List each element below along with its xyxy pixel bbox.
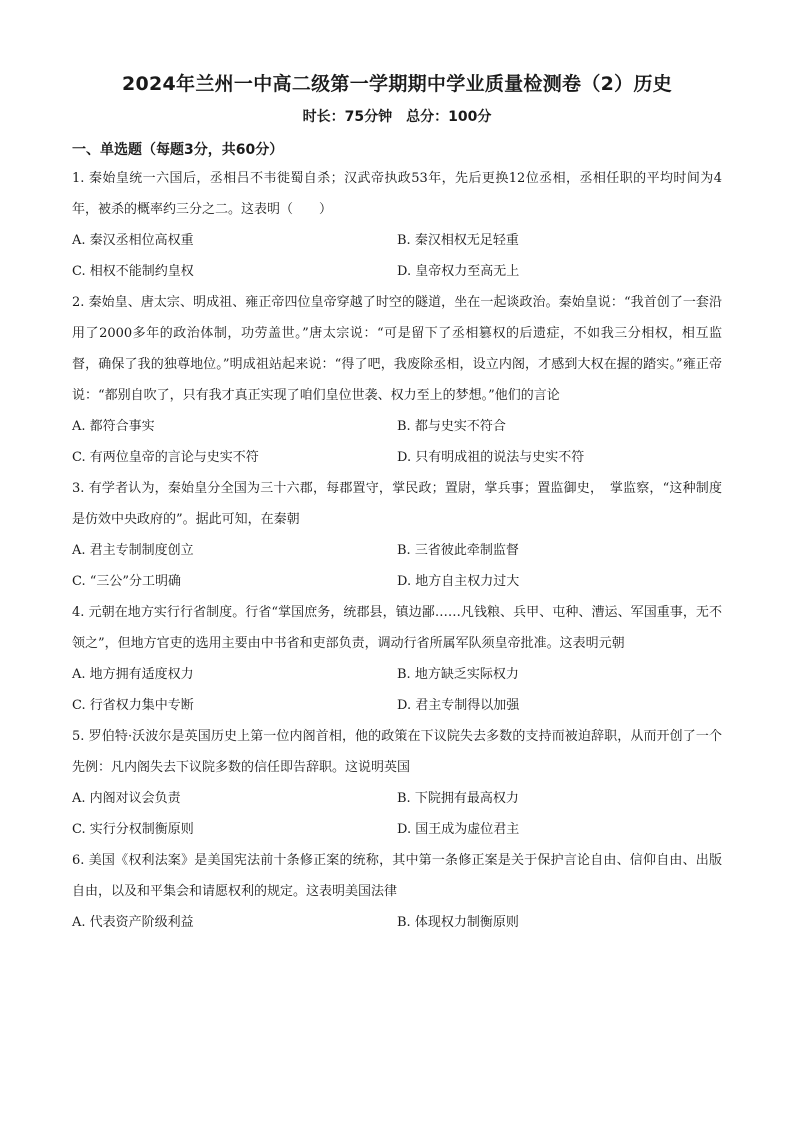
option-b: B. 都与史实不符合 <box>397 419 506 434</box>
option-d: D. 只有明成祖的说法与史实不符 <box>397 450 585 465</box>
option-group <box>72 225 722 287</box>
question-6 <box>72 845 722 938</box>
option-group <box>72 535 722 597</box>
option-group <box>72 659 722 721</box>
option-b: B. 三省彼此牵制监督 <box>397 543 519 558</box>
option-d: D. 皇帝权力至高无上 <box>397 264 520 279</box>
option-b: B. 地方缺乏实际权力 <box>397 667 519 682</box>
question-3 <box>72 473 722 597</box>
option-a: A. 君主专制制度创立 <box>72 543 194 558</box>
option-c: C. 有两位皇帝的言论与史实不符 <box>72 450 259 465</box>
question-stem: 1. 秦始皇统一六国后，丞相吕不韦徙蜀自杀；汉武帝执政53年，先后更换12位丞相，丞相任职的平均时间为4年，被杀的概率约三分之二。这表明（ ） <box>72 171 722 217</box>
option-b: B. 下院拥有最高权力 <box>397 791 519 806</box>
option-c: C. 相权不能制约皇权 <box>72 264 194 279</box>
option-d: D. 地方自主权力过大 <box>397 574 520 589</box>
question-stem: 5. 罗伯特·沃波尔是英国历史上第一位内阁首相，他的政策在下议院失去多数的支持而被迫辞职，从而开创了一个先例：凡内阁失去下议院多数的信任即告辞职。这说明英国 <box>72 729 722 775</box>
option-group <box>72 907 722 938</box>
exam-title: 2024年兰州一中高二级第一学期期中学业质量检测卷（2）历史 <box>121 73 673 95</box>
option-a: A. 都符合事实 <box>72 419 155 434</box>
option-a: A. 代表资产阶级利益 <box>72 915 194 930</box>
question-list <box>72 163 722 938</box>
option-d: D. 国王成为虚位君主 <box>397 822 520 837</box>
question-stem: 4. 元朝在地方实行行省制度。行省“掌国庶务，统郡县，镇边鄙……凡钱粮、兵甲、屯种、漕运、军国重事，无不领之”，但地方官吏的选用主要由中书省和吏部负责，调动行省所属军队须皇帝批准。这表明元朝 <box>72 605 722 651</box>
option-c: C. 行省权力集中专断 <box>72 698 194 713</box>
question-2 <box>72 287 722 473</box>
section-heading: 一、单选题（每题3分，共60分） <box>72 142 284 158</box>
option-c: C. 实行分权制衡原则 <box>72 822 194 837</box>
question-1 <box>72 163 722 287</box>
option-a: A. 内阁对议会负责 <box>72 791 181 806</box>
question-stem: 2. 秦始皇、唐太宗、明成祖、雍正帝四位皇帝穿越了时空的隧道，坐在一起谈政治。秦始皇说：“我首创了一套沿用了2000多年的政治体制，功劳盖世。”唐太宗说：“可是留下了丞相篡权的后遗症，不如我三分相权，相互监督，确保了我的独尊地位。”明成祖站起来说：“得了吧，我废除丞相，设立内阁，才感到大权在握的踏实。”雍正帝说：“都别自吹了，只有我才真正实现了咱们皇位世袭、权力至上的梦想。”他们的言论 <box>72 295 722 403</box>
exam-duration-score: 时长：75分钟 总分：100分 <box>302 109 492 125</box>
option-a: A. 地方拥有适度权力 <box>72 667 194 682</box>
option-d: D. 君主专制得以加强 <box>397 698 520 713</box>
question-stem: 6. 美国《权利法案》是美国宪法前十条修正案的统称，其中第一条修正案是关于保护言论自由、信仰自由、出版自由，以及和平集会和请愿权利的规定。这表明美国法律 <box>72 853 722 899</box>
option-group <box>72 411 722 473</box>
option-b: B. 体现权力制衡原则 <box>397 915 519 930</box>
question-4 <box>72 597 722 721</box>
option-group <box>72 783 722 845</box>
option-a: A. 秦汉丞相位高权重 <box>72 233 194 248</box>
option-c: C. “三公”分工明确 <box>72 574 182 589</box>
option-b: B. 秦汉相权无足轻重 <box>397 233 519 248</box>
question-5 <box>72 721 722 845</box>
question-stem: 3. 有学者认为，秦始皇分全国为三十六郡，每郡置守，掌民政；置尉，掌兵事；置监御史， 掌监察，“这种制度是仿效中央政府的”。据此可知，在秦朝 <box>72 481 722 527</box>
